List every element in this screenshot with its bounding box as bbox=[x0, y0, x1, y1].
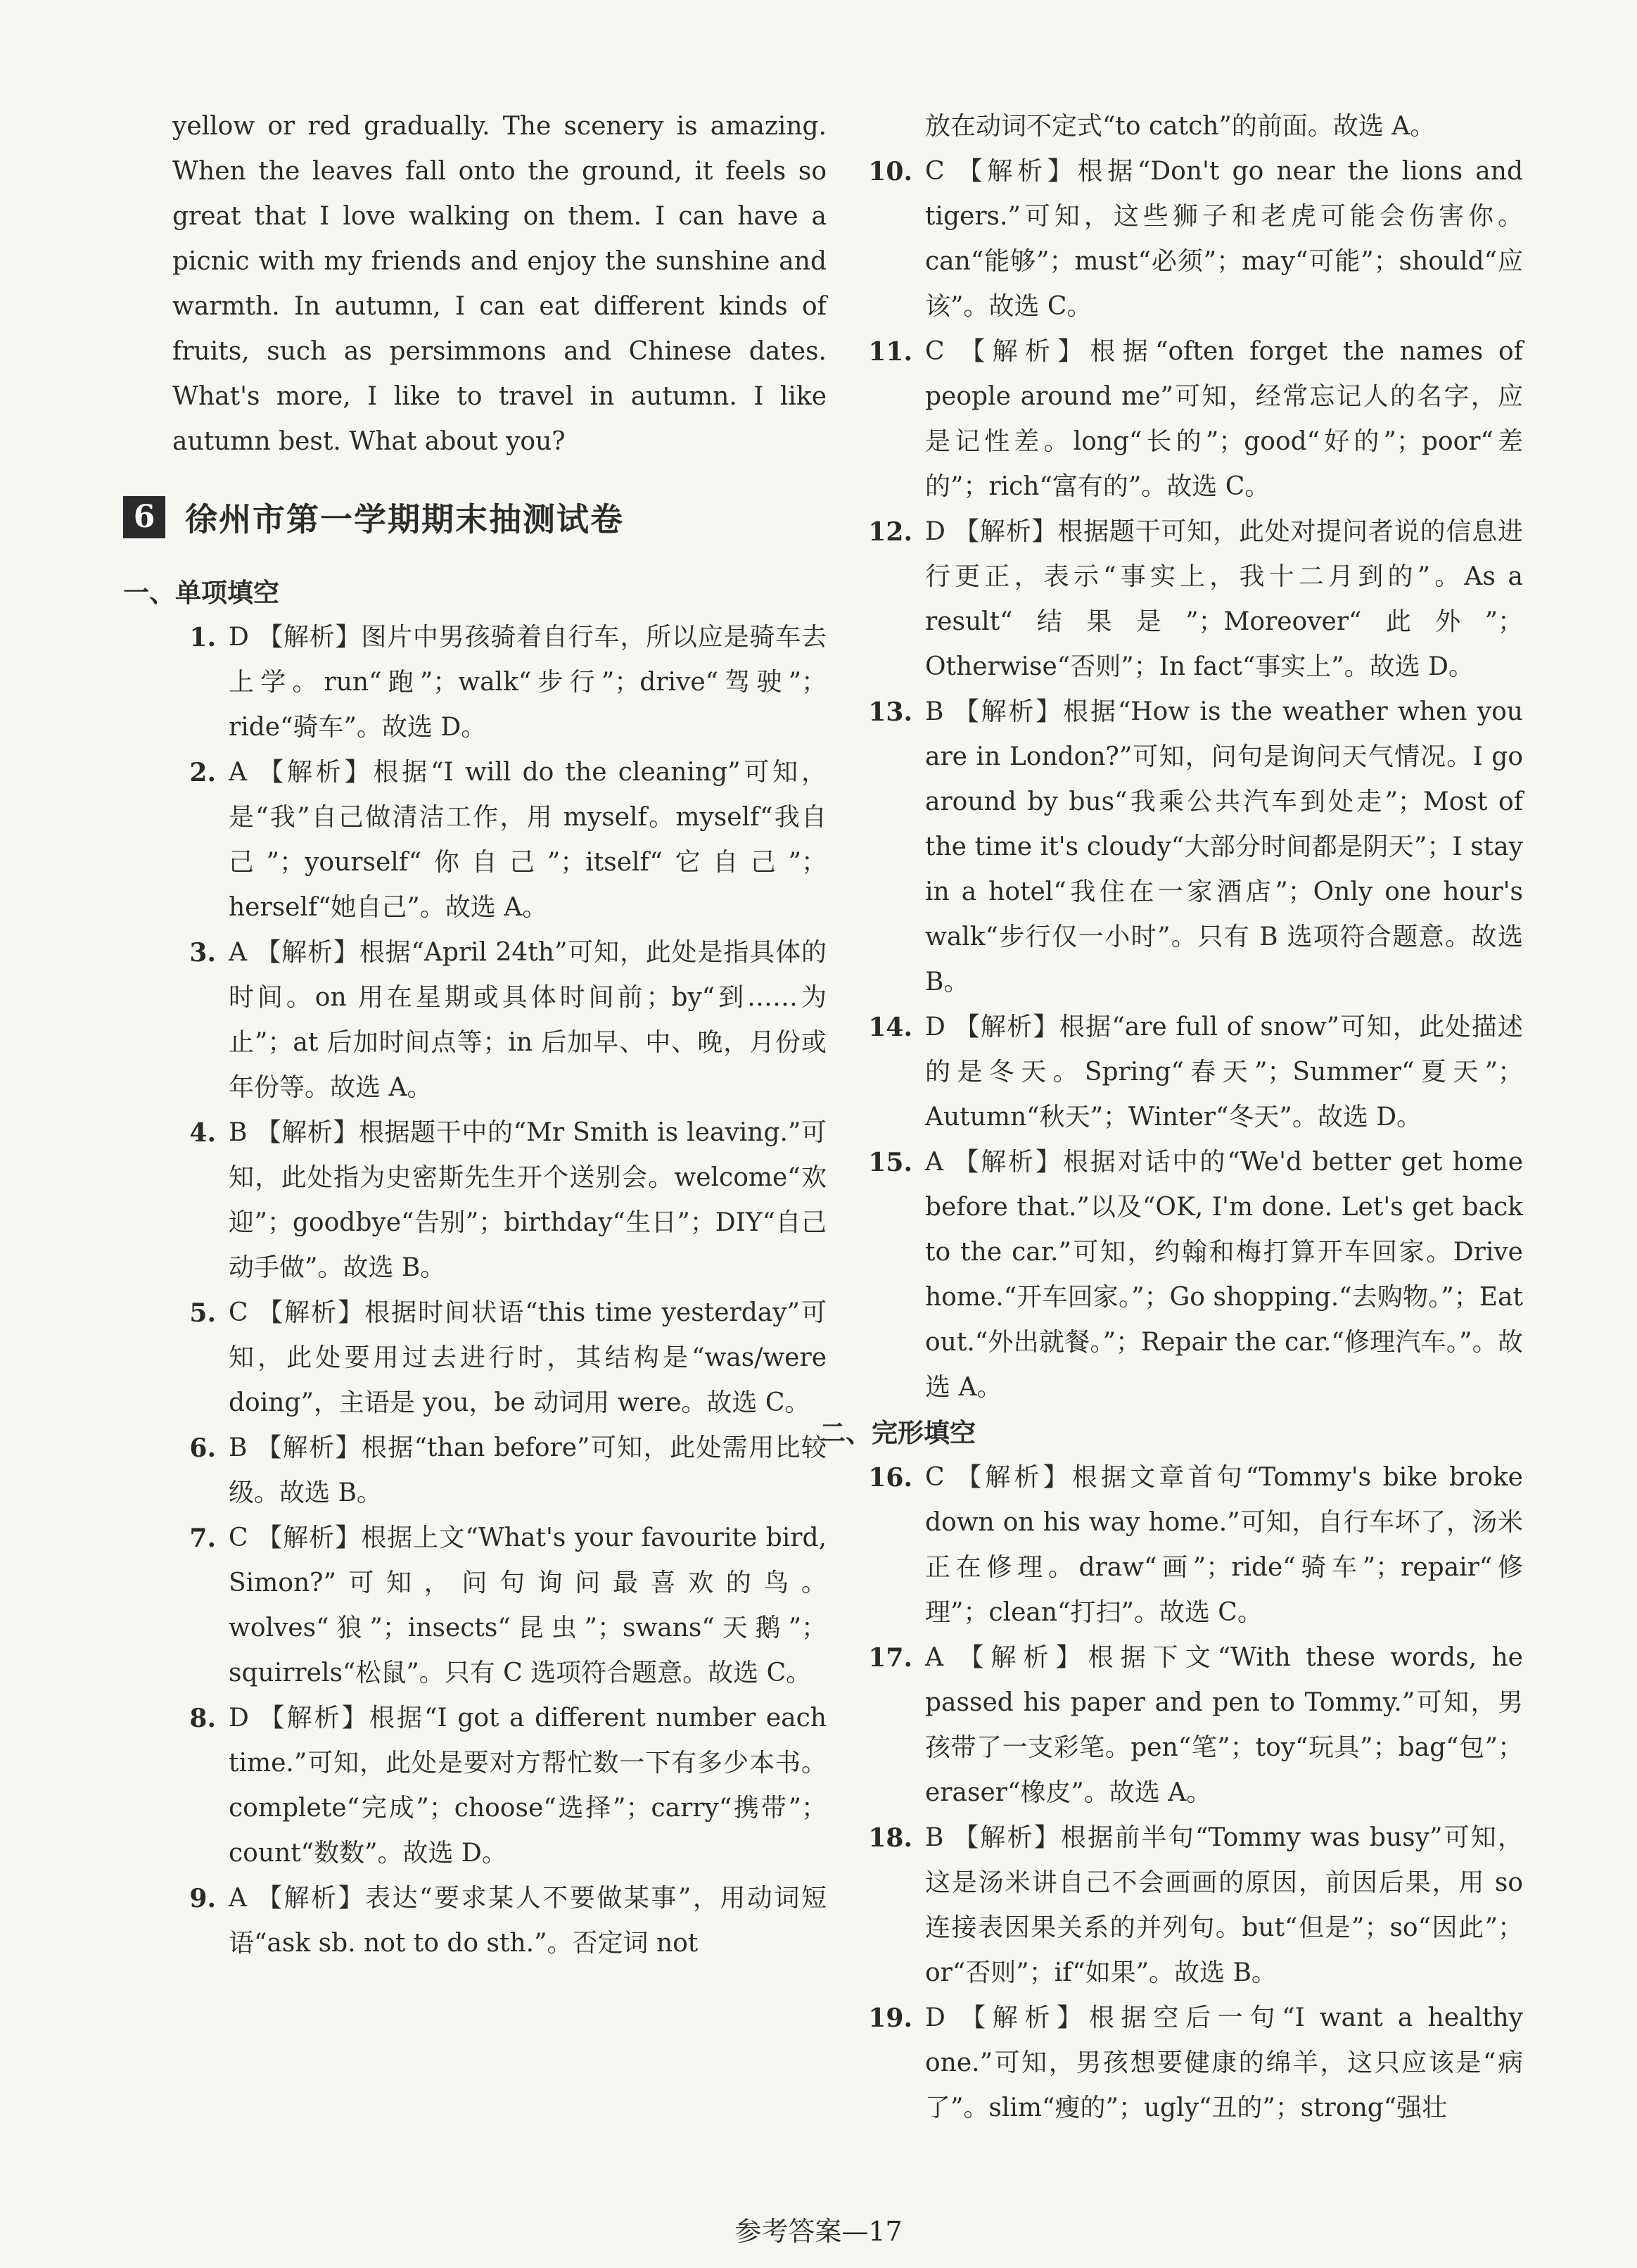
item-text: D 【解析】根据“I got a different number each time.”可知，此处是要对方帮忙数一下有多少本书。complete“完成”；choose“选择”；carry“携带”；count“数数”。故选 D。 bbox=[229, 1704, 827, 1868]
answer-item bbox=[172, 1876, 827, 1966]
answer-item bbox=[869, 149, 1523, 329]
answer-item bbox=[869, 1455, 1523, 1635]
item-number: 18. bbox=[868, 1823, 912, 1853]
item-number: 19. bbox=[868, 2003, 912, 2033]
section-title-1: 一、单项填空 bbox=[123, 577, 279, 608]
item-number: 13. bbox=[868, 697, 912, 727]
item-number: 1. bbox=[189, 623, 216, 652]
item-text: D 【解析】根据题干可知，此处对提问者说的信息进行更正，表示“事实上，我十二月到的”。As a result“结果是”；Moreover“此外”；Otherwise“否则”；In fact“事实上”。故选 D。 bbox=[925, 517, 1523, 681]
item-number: 2. bbox=[189, 758, 216, 787]
answer-item bbox=[172, 1110, 827, 1291]
item-number: 4. bbox=[189, 1118, 216, 1148]
answer-item bbox=[172, 1291, 827, 1426]
item-text: B 【解析】根据“How is the weather when you are in London?”可知，问句是询问天气情况。I go around by bus“我乘公共汽车到处走”；Most of the time it's cloudy“大部分时间都是阴天”；I stay in a hotel“我住在一家酒店”；Only one hour's walk“步行仅一小时”。只有 B 选项符合题意。故选 B。 bbox=[925, 697, 1523, 996]
item-number: 9. bbox=[189, 1884, 216, 1913]
answer-list-right-b bbox=[869, 1455, 1523, 2131]
item-text: D 【解析】根据空后一句“I want a healthy one.”可知，男孩想要健康的绵羊，这只应该是“病了”。slim“瘦的”；ugly“丑的”；strong“强壮 bbox=[925, 2003, 1523, 2122]
item-number: 11. bbox=[868, 337, 912, 367]
answer-item bbox=[869, 1996, 1523, 2131]
item-number: 14. bbox=[868, 1013, 912, 1042]
answer-item bbox=[869, 1005, 1523, 1140]
answer-item bbox=[869, 509, 1523, 690]
answer-item bbox=[172, 1426, 827, 1516]
item-number: 10. bbox=[868, 157, 912, 186]
item-text: C 【解析】根据“Don't go near the lions and tigers.”可知，这些狮子和老虎可能会伤害你。can“能够”；must“必须”；may“可能”；should“应该”。故选 C。 bbox=[925, 157, 1523, 321]
page-footer: 参考答案—17 bbox=[734, 2216, 903, 2247]
answer-item bbox=[172, 930, 827, 1110]
essay-continuation: yellow or red gradually. The scenery is amazing. When the leaves fall onto the ground, it feels so great that I love walking on them. I can have a picnic with my friends and enjoy the sunshine and warmth. In autumn, I can eat different kinds of fruits, such as persimmons and Chinese dates. What's more, I like to travel in autumn. I like autumn best. What about you? bbox=[172, 112, 827, 456]
item-number: 16. bbox=[868, 1463, 912, 1493]
test-heading bbox=[123, 493, 827, 542]
item-number: 5. bbox=[189, 1298, 216, 1328]
item-text: B 【解析】根据前半句“Tommy was busy”可知，这是汤米讲自己不会画画的原因，前因后果，用 so 连接表因果关系的并列句。but“但是”；so“因此”；or“否则”；if“如果”。故选 B。 bbox=[925, 1823, 1523, 1987]
item-number: 15. bbox=[868, 1148, 912, 1177]
test-title: 徐州市第一学期期末抽测试卷 bbox=[185, 500, 624, 538]
item-number: 8. bbox=[189, 1704, 216, 1733]
answer-item bbox=[172, 750, 827, 930]
item-text: D 【解析】图片中男孩骑着自行车，所以应是骑车去上学。run“跑”；walk“步行”；drive“驾驶”；ride“骑车”。故选 D。 bbox=[229, 623, 827, 742]
item-text: B 【解析】根据题干中的“Mr Smith is leaving.”可知，此处指为史密斯先生开个送别会。welcome“欢迎”；goodbye“告别”；birthday“生日”；DIY“自己动手做”。故选 B。 bbox=[229, 1118, 827, 1282]
item-text: A 【解析】根据对话中的“We'd better get home before that.”以及“OK, I'm done. Let's get back to the car.”可知，约翰和梅打算开车回家。Drive home.“开车回家。”；Go shopping.“去购物。”；Eat out.“外出就餐。”；Repair the car.“修理汽车。”。故选 A。 bbox=[925, 1148, 1523, 1402]
answer-item bbox=[869, 690, 1523, 1005]
item-text: C 【解析】根据文章首句“Tommy's bike broke down on his way home.”可知，自行车坏了，汤米正在修理。draw“画”；ride“骑车”；repair“修理”；clean“打扫”。故选 C。 bbox=[925, 1463, 1523, 1627]
item-text: A 【解析】根据“I will do the cleaning”可知，是“我”自己做清洁工作，用 myself。myself“我自己”；yourself“你自己”；itself“它自己”；herself“她自己”。故选 A。 bbox=[229, 758, 827, 922]
item-text: C 【解析】根据“often forget the names of people around me”可知，经常忘记人的名字，应是记性差。long“长的”；good“好的”；poor“差的”；rich“富有的”。故选 C。 bbox=[925, 337, 1523, 501]
item-number: 7. bbox=[189, 1523, 216, 1553]
item-number: 3. bbox=[189, 938, 216, 968]
item-text: C 【解析】根据时间状语“this time yesterday”可知，此处要用过去进行时，其结构是“was/were doing”，主语是 you，be 动词用 were。故选 C。 bbox=[229, 1298, 827, 1417]
item-text: A 【解析】表达“要求某人不要做某事”，用动词短语“ask sb. not to do sth.”。否定词 not bbox=[229, 1884, 827, 1958]
right-column bbox=[820, 104, 1523, 2131]
answer-item bbox=[869, 1816, 1523, 1996]
answer-list-right-a bbox=[869, 149, 1523, 1410]
item-text: B 【解析】根据“than before”可知，此处需用比较级。故选 B。 bbox=[229, 1433, 827, 1507]
answer-item bbox=[869, 1140, 1523, 1410]
item-number: 6. bbox=[189, 1433, 216, 1463]
answer-item bbox=[869, 329, 1523, 509]
answer-list-left bbox=[172, 615, 827, 1966]
item-number: 12. bbox=[868, 517, 912, 547]
item-text: D 【解析】根据“are full of snow”可知，此处描述的是冬天。Spring“春天”；Summer“夏天”；Autumn“秋天”；Winter“冬天”。故选 D。 bbox=[925, 1013, 1523, 1132]
section-title-2: 二、完形填空 bbox=[820, 1417, 976, 1448]
answer-item bbox=[172, 615, 827, 750]
left-column bbox=[123, 104, 827, 1966]
item-text: A 【解析】根据“April 24th”可知，此处是指具体的时间。on 用在星期或具体时间前；by“到……为止”；at 后加时间点等；in 后加早、中、晚，月份或年份等。故选 A。 bbox=[229, 938, 827, 1102]
answer-item bbox=[172, 1696, 827, 1876]
item-9-continuation: 放在动词不定式“to catch”的前面。故选 A。 bbox=[925, 112, 1436, 141]
test-number-badge: 6 bbox=[123, 496, 165, 538]
item-text: C 【解析】根据上文“What's your favourite bird, Simon?”可知，问句询问最喜欢的鸟。wolves“狼”；insects“昆虫”；swans“天鹅”；squirrels“松鼠”。只有 C 选项符合题意。故选 C。 bbox=[229, 1523, 827, 1687]
item-text: A 【解析】根据下文“With these words, he passed his paper and pen to Tommy.”可知，男孩带了一支彩笔。pen“笔”；toy“玩具”；bag“包”；eraser“橡皮”。故选 A。 bbox=[925, 1643, 1523, 1807]
answer-item bbox=[869, 1635, 1523, 1816]
item-number: 17. bbox=[868, 1643, 912, 1673]
answer-item bbox=[172, 1516, 827, 1696]
